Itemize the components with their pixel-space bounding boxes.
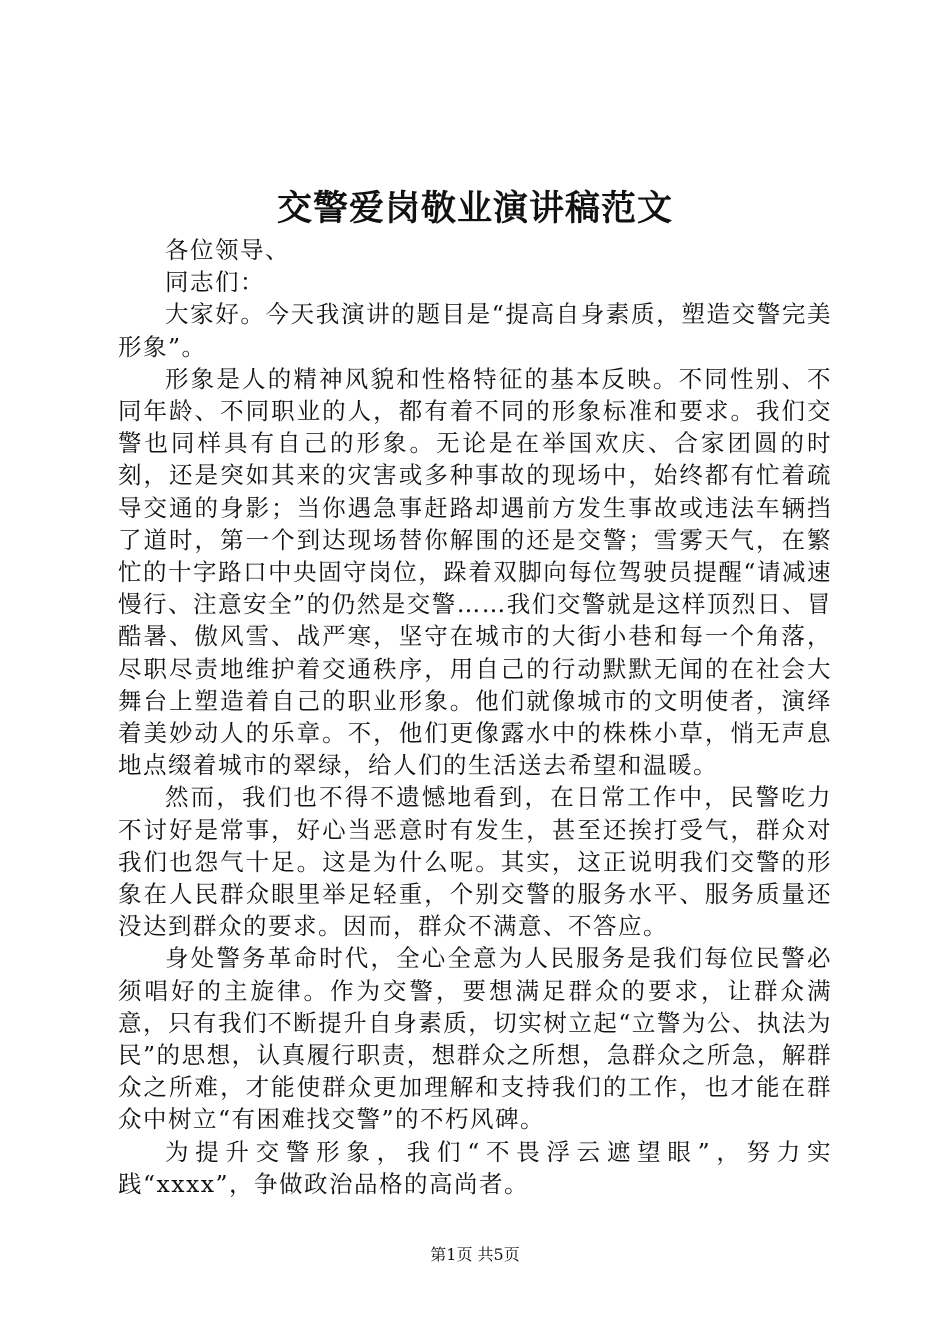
page-footer: 第1页 共5页 (430, 1245, 520, 1264)
paragraph-however: 然而，我们也不得不遗憾地看到，在日常工作中，民警吃力不讨好是常事，好心当恶意时有发生，甚至还挨打受气，群众对我们也怨气十足。这是为什么呢。其实，这正说明我们交警的形象在人民群众眼里举足轻重，个别交警的服务水平、服务质量还没达到群众的要求。因而，群众不满意、不答应。 (118, 783, 832, 941)
paragraph-improve: 为提升交警形象，我们“不畏浮云遮望眼”，努力实践“xxxx”，争做政治品格的高尚者。 (118, 1137, 832, 1198)
salutation-line-2: 同志们： (165, 268, 265, 297)
paragraph-intro: 大家好。今天我演讲的题目是“提高自身素质，塑造交警完美形象”。 (118, 300, 832, 361)
salutation-line-1: 各位领导、 (165, 236, 290, 264)
document-body (118, 234, 832, 1200)
paragraph-service: 身处警务革命时代，全心全意为人民服务是我们每位民警必须唱好的主旋律。作为交警，要想满足群众的要求，让群众满意，只有我们不断提升自身素质，切实树立起“立警为公、执法为民”的思想，认真履行职责，想群众之所想，急群众之所急，解群众之所难，才能使群众更加理解和支持我们的工作，也才能在群众中树立“有困难找交警”的不朽风碑。 (118, 944, 832, 1134)
document-title: 交警爱岗敬业演讲稿范文 (276, 188, 673, 229)
paragraph-image: 形象是人的精神风貌和性格特征的基本反映。不同性别、不同年龄、不同职业的人，都有着不同的形象标准和要求。我们交警也同样具有自己的形象。无论是在举国欢庆、合家团圆的时刻，还是突如其来的灾害或多种事故的现场中，始终都有忙着疏导交通的身影；当你遇急事赶路却遇前方发生事故或违法车辆挡了道时，第一个到达现场替你解围的还是交警；雪雾天气，在繁忙的十字路口中央固守岗位，跺着双脚向每位驾驶员提醒“请减速慢行、注意安全”的仍然是交警……我们交警就是这样顶烈日、冒酷暑、傲风雪、战严寒，坚守在城市的大街小巷和每一个角落，尽职尽责地维护着交通秩序，用自己的行动默默无闻的在社会大舞台上塑造着自己的职业形象。他们就像城市的文明使者，演绎着美妙动人的乐章。不，他们更像露水中的株株小草，悄无声息地点缀着城市的翠绿，给人们的生活送去希望和温暖。 (118, 364, 832, 780)
